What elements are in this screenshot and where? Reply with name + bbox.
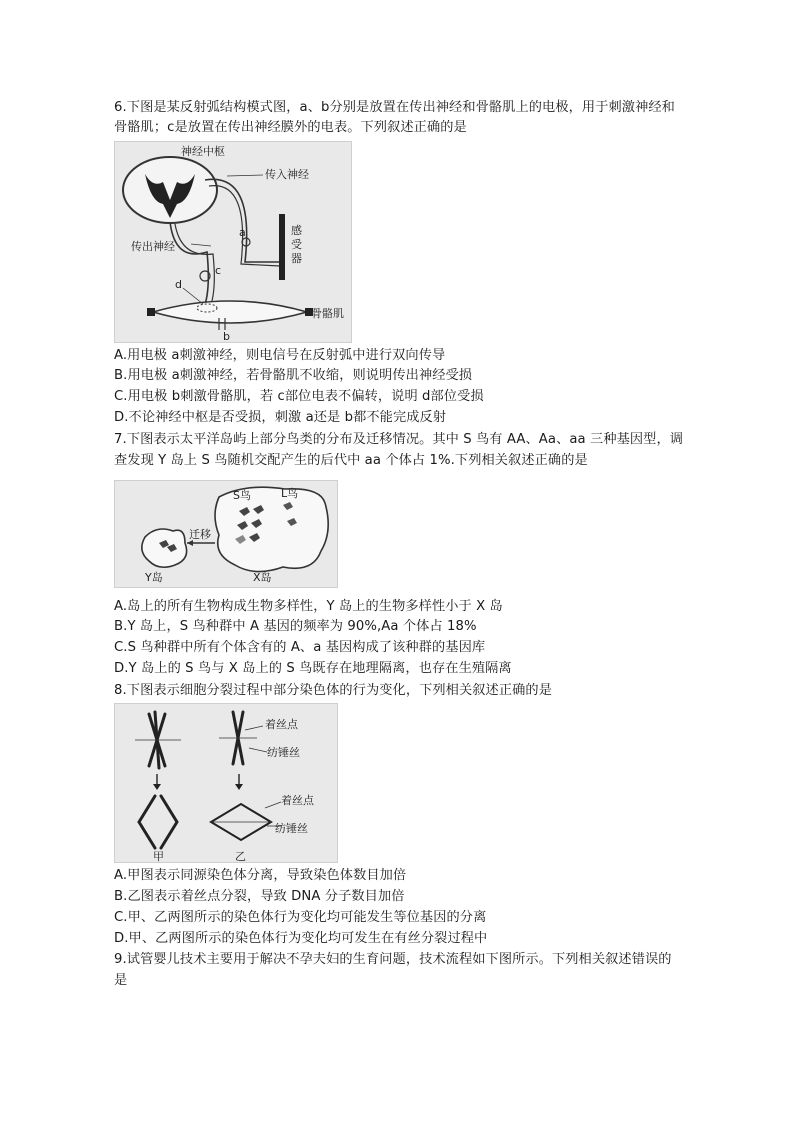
q7-option-a: A.岛上的所有生物构成生物多样性，Y 岛上的生物多样性小于 X 岛 bbox=[114, 599, 503, 614]
q9-stem-line2: 是 bbox=[114, 973, 128, 988]
q7-stem-line2: 查发现 Y 岛上 S 鸟随机交配产生的后代中 aa 个体占 1%.下列相关叙述正确的是 bbox=[114, 453, 588, 468]
q7-option-c: C.S 鸟种群中所有个体含有的 A、a 基因构成了该种群的基因库 bbox=[114, 640, 486, 655]
label-spindle-bottom: 纺锤丝 bbox=[275, 822, 308, 835]
label-receptor-3: 器 bbox=[291, 252, 302, 265]
label-efferent-nerve: 传出神经 bbox=[131, 240, 175, 253]
q7-option-d: D.Y 岛上的 S 鸟与 X 岛上的 S 鸟既存在地理隔离，也存在生殖隔离 bbox=[114, 661, 512, 676]
label-y-island: Y岛 bbox=[145, 571, 163, 584]
q6-option-b: B.用电极 a刺激神经，若骨骼肌不收缩，则说明传出神经受损 bbox=[114, 368, 473, 383]
label-x-island: X岛 bbox=[253, 571, 272, 584]
q9-stem-line1: 9.试管婴儿技术主要用于解决不孕夫妇的生育问题，技术流程如下图所示。下列相关叙述错误的 bbox=[114, 952, 672, 967]
label-receptor-2: 受 bbox=[291, 238, 302, 251]
label-l-bird: L鸟 bbox=[281, 487, 299, 500]
label-b: b bbox=[223, 330, 230, 342]
label-afferent-nerve: 传入神经 bbox=[265, 168, 309, 181]
island-birds-figure bbox=[114, 480, 338, 588]
efferent-nerve-path bbox=[170, 222, 208, 310]
x-island-shape bbox=[215, 487, 328, 571]
q8-option-b: B.乙图表示着丝点分裂，导致 DNA 分子数目加倍 bbox=[114, 889, 405, 904]
q8-option-d: D.甲、乙两图所示的染色体行为变化均可发生在有丝分裂过程中 bbox=[114, 931, 488, 946]
q8-option-c: C.甲、乙两图所示的染色体行为变化均可能发生等位基因的分离 bbox=[114, 910, 487, 925]
label-yi: 乙 bbox=[235, 850, 246, 862]
q7-stem-line1: 7.下图表示太平洋岛屿上部分鸟类的分布及迁移情况。其中 S 鸟有 AA、Aa、aa 三种基因型，调 bbox=[114, 432, 684, 447]
q8-stem: 8.下图表示细胞分裂过程中部分染色体的行为变化，下列相关叙述正确的是 bbox=[114, 683, 552, 698]
label-s-bird: S鸟 bbox=[233, 489, 251, 502]
q6-stem-line1: 6.下图是某反射弧结构模式图，a、b分别是放置在传出神经和骨骼肌上的电极，用于刺激神经和 bbox=[114, 100, 675, 115]
receptor-shape bbox=[279, 214, 285, 280]
label-centromere-top: 着丝点 bbox=[265, 718, 298, 731]
label-spindle-top: 纺锤丝 bbox=[267, 746, 300, 759]
y-island-shape bbox=[142, 529, 187, 567]
label-a: a bbox=[239, 226, 246, 239]
label-nerve-center: 神经中枢 bbox=[181, 145, 225, 158]
reflex-arc-figure bbox=[114, 141, 352, 343]
q8-option-a: A.甲图表示同源染色体分离，导致染色体数目加倍 bbox=[114, 868, 407, 883]
label-migrate: 迁移 bbox=[189, 528, 211, 541]
q6-option-d: D.不论神经中枢是否受损，刺激 a还是 b都不能完成反射 bbox=[114, 410, 447, 425]
label-jia: 甲 bbox=[153, 850, 164, 862]
label-muscle: 骨骼肌 bbox=[311, 307, 344, 320]
jia-bottom-chromosomes bbox=[139, 796, 177, 848]
label-receptor-1: 感 bbox=[291, 224, 302, 237]
q7-option-b: B.Y 岛上，S 鸟种群中 A 基因的频率为 90%,Aa 个体占 18% bbox=[114, 619, 477, 634]
label-c: c bbox=[215, 264, 222, 277]
label-d: d bbox=[175, 278, 182, 291]
cell-division-figure bbox=[114, 703, 338, 863]
q6-option-a: A.用电极 a刺激神经，则电信号在反射弧中进行双向传导 bbox=[114, 348, 446, 363]
q6-option-c: C.用电极 b刺激骨骼肌，若 c部位电表不偏转，说明 d部位受损 bbox=[114, 389, 484, 404]
q6-stem-line2: 骨骼肌；c是放置在传出神经膜外的电表。下列叙述正确的是 bbox=[114, 120, 467, 135]
label-centromere-bottom: 着丝点 bbox=[281, 794, 314, 807]
muscle-shape bbox=[153, 301, 307, 323]
